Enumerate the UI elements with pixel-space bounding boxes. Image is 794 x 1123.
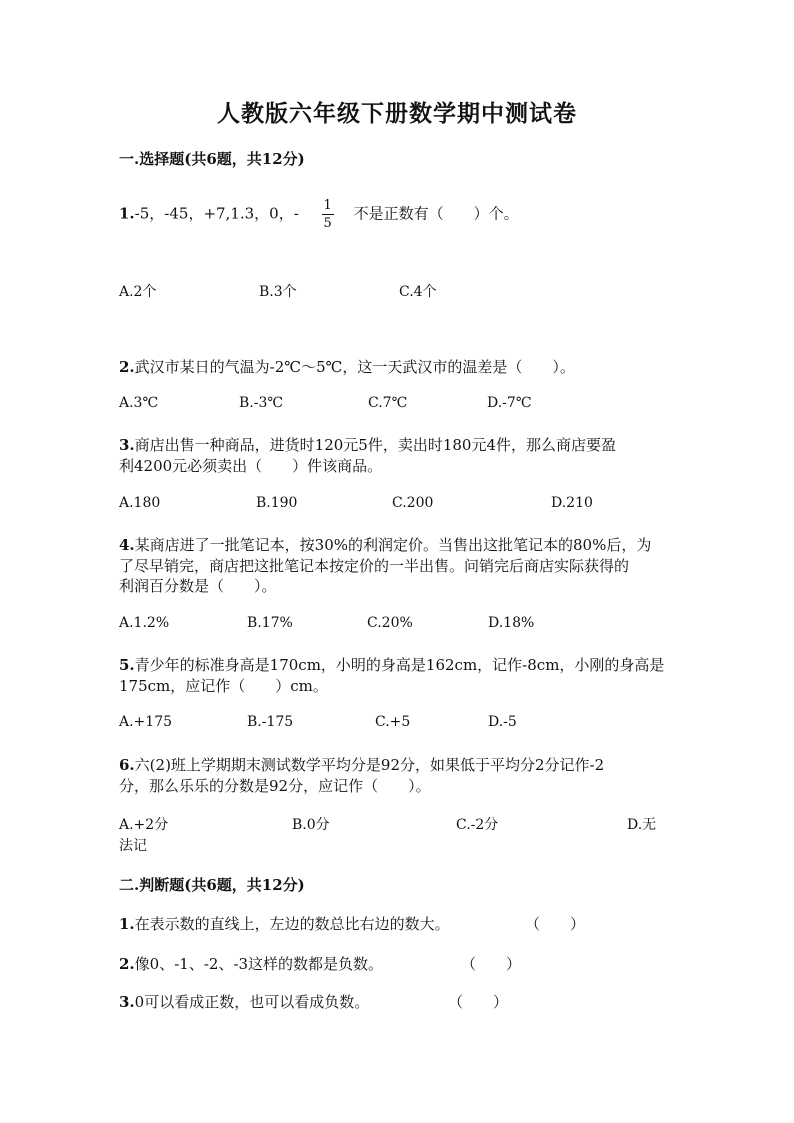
item-text: 在表示数的直线上，左边的数总比右边的数大。: [134, 915, 450, 933]
fraction-numerator: 1: [323, 198, 332, 213]
option-b: B.0分: [292, 817, 330, 833]
question-5-line-2: 175cm，应记作（ ）cm。: [119, 677, 328, 695]
question-text-pre: -5，-45，+7,1.3，0，-: [134, 204, 299, 223]
option-c: C.200: [392, 495, 434, 511]
option-d: D.210: [551, 495, 593, 511]
option-a: A.1.2%: [119, 615, 170, 631]
option-b: B.-3℃: [239, 395, 284, 411]
option-c: C.4个: [399, 284, 437, 300]
item-number: 2.: [119, 955, 135, 973]
item-number: 3.: [119, 993, 135, 1011]
option-d-wrap: 法记: [119, 838, 147, 854]
question-3-line-1: [119, 434, 616, 455]
item-number: 1.: [119, 915, 135, 933]
option-a: A.180: [119, 495, 161, 511]
option-a: A.3℃: [119, 395, 159, 411]
question-text: 某商店进了一批笔记本，按30%的利润定价。当售出这批笔记本的80%后，为: [134, 536, 652, 554]
question-5-line-1: [119, 654, 664, 675]
option-b: B.190: [256, 495, 298, 511]
item-text: 0可以看成正数，也可以看成负数。: [134, 993, 370, 1011]
item-text: 像0、-1、-2、-3这样的数都是负数。: [134, 955, 384, 973]
option-b: B.17%: [247, 615, 293, 631]
option-a: A.+175: [119, 714, 173, 730]
question-text: 武汉市某日的气温为-2℃～5℃，这一天武汉市的温差是（ ）。: [134, 358, 575, 376]
question-4-line-2: 了尽早销完，商店把这批笔记本按定价的一半出售。问销完后商店实际获得的: [119, 557, 630, 575]
section-heading-judgement: 二.判断题(共6题，共12分): [119, 876, 305, 894]
judgement-item-3: [119, 991, 369, 1012]
answer-blank[interactable]: （ ）: [448, 993, 509, 1011]
fraction: [322, 198, 334, 231]
option-a: A.+2分: [119, 817, 169, 833]
fraction-denominator: 5: [323, 216, 332, 231]
question-4-line-1: [119, 534, 651, 555]
judgement-item-2: [119, 953, 383, 974]
question-text-post: 不是正数有（ ）个。: [353, 204, 519, 223]
question-1: [119, 198, 519, 231]
option-d: D.-7℃: [487, 395, 532, 411]
question-number: 2.: [119, 358, 135, 376]
question-number: 6.: [119, 756, 135, 774]
option-d: D.无: [627, 817, 657, 833]
option-c: C.7℃: [368, 395, 408, 411]
option-b: B.3个: [259, 284, 297, 300]
option-b: B.-175: [247, 714, 294, 730]
question-3-line-2: 利4200元必须卖出（ ）件该商品。: [119, 457, 383, 475]
page-title: 人教版六年级下册数学期中测试卷: [217, 100, 577, 127]
question-text: 商店出售一种商品，进货时120元5件，卖出时180元4件，那么商店要盈: [134, 436, 617, 454]
option-c: C.20%: [367, 615, 413, 631]
question-number: 3.: [119, 436, 135, 454]
section-heading-choice: 一.选择题(共6题，共12分): [119, 150, 305, 168]
option-a: A.2个: [119, 284, 157, 300]
answer-blank[interactable]: （ ）: [525, 915, 586, 933]
question-number: 5.: [119, 656, 135, 674]
question-text: 青少年的标准身高是170cm，小明的身高是162cm，记作-8cm，小刚的身高是: [134, 656, 665, 674]
question-number: 1.: [119, 204, 135, 223]
question-text: 六(2)班上学期期末测试数学平均分是92分，如果低于平均分2分记作-2: [134, 756, 605, 774]
fraction-bar: [322, 214, 334, 215]
question-2: [119, 356, 575, 377]
judgement-item-1: [119, 913, 450, 934]
question-6-line-2: 分，那么乐乐的分数是92分，应记作（ ）。: [119, 777, 431, 795]
option-c: C.+5: [375, 714, 411, 730]
question-number: 4.: [119, 536, 135, 554]
option-d: D.18%: [488, 615, 535, 631]
question-6-line-1: [119, 754, 604, 775]
answer-blank[interactable]: （ ）: [461, 955, 522, 973]
option-c: C.-2分: [456, 817, 499, 833]
option-d: D.-5: [488, 714, 517, 730]
question-4-line-3: 利润百分数是（ ）。: [119, 577, 277, 595]
